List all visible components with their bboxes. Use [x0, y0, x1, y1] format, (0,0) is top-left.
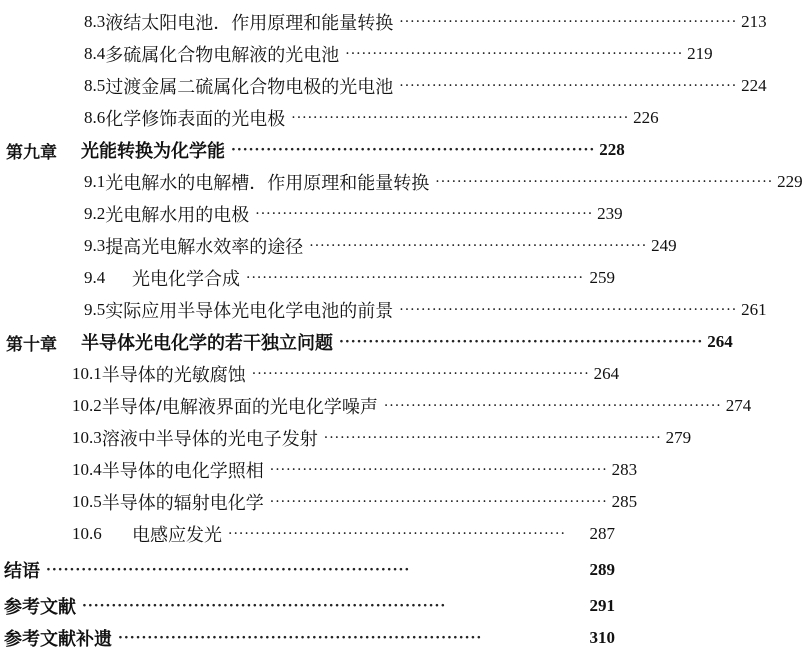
page-number: 310: [589, 628, 615, 647]
section-number: 10.6: [72, 524, 102, 543]
dot-leader: ······························································: [339, 334, 704, 350]
section-number: 10.4: [72, 460, 102, 479]
toc-entry: [0, 230, 677, 262]
toc-entry: [0, 390, 752, 422]
page-number: 228: [599, 140, 625, 159]
dot-leader: ······························································: [228, 526, 566, 542]
page-number: 226: [633, 108, 659, 127]
toc-entry: [0, 294, 767, 326]
page-number: 224: [741, 76, 767, 95]
toc-entry: [0, 518, 629, 550]
toc-entry: [0, 454, 638, 486]
dot-leader: ······························································: [231, 142, 596, 158]
page-number: 213: [741, 12, 767, 31]
section-title: 光电化学合成: [132, 269, 240, 290]
dot-leader: ······························································: [269, 494, 608, 510]
section-title: 液结太阳电池．作用原理和能量转换: [105, 13, 394, 34]
dot-leader: ······························································: [399, 78, 738, 94]
section-title: 半导体的电化学照相: [101, 461, 264, 482]
section-title: 半导体的辐射电化学: [101, 493, 264, 514]
toc-entry: [0, 6, 767, 38]
dot-leader: ······························································: [345, 46, 684, 62]
section-number: 10.1: [72, 364, 102, 383]
section-number: 9.5: [84, 300, 106, 319]
toc-chapter: [0, 326, 733, 358]
section-title: 多硫属化合物电解液的光电池: [105, 45, 340, 66]
toc-entry: [0, 70, 767, 102]
page-number: 264: [707, 332, 733, 351]
page-number: 283: [611, 460, 638, 479]
toc-entry: [0, 198, 629, 230]
toc-entry: [0, 166, 803, 198]
page-number: 239: [597, 204, 623, 223]
page-number: 291: [589, 596, 615, 615]
section-title: 实际应用半导体光电化学电池的前景: [105, 301, 394, 322]
page-number: 219: [687, 44, 713, 63]
section-number: 9.1: [84, 172, 106, 191]
dot-leader: ······························································: [82, 598, 447, 614]
section-title: 电感应发光: [132, 525, 222, 546]
chapter-title: 半导体光电化学的若干独立问题: [81, 333, 333, 354]
dot-leader: ······························································: [399, 302, 738, 318]
section-title: 提高光电解水效率的途径: [105, 237, 304, 258]
dot-leader: ······························································: [46, 562, 411, 578]
page-number: 274: [725, 396, 752, 415]
section-number: 9.3: [84, 236, 106, 255]
entry-title: 参考文献补遗: [4, 629, 112, 650]
toc-entry: [0, 262, 629, 294]
section-number: 9.2: [84, 204, 106, 223]
section-number: 8.4: [84, 44, 106, 63]
dot-leader: ······························································: [118, 630, 483, 646]
page-number: 264: [593, 364, 620, 383]
chapter-number: 第九章: [6, 142, 57, 162]
toc-top-entry: [0, 590, 629, 622]
dot-leader: ······························································: [255, 206, 594, 222]
dot-leader: ······························································: [323, 430, 662, 446]
toc-entry: [0, 422, 692, 454]
chapter-number: 第十章: [6, 334, 57, 354]
section-number: 9.4: [84, 268, 106, 287]
page-number: 279: [665, 428, 692, 447]
page-number: 259: [589, 268, 615, 287]
dot-leader: ······························································: [309, 238, 648, 254]
section-number: 10.3: [72, 428, 102, 447]
dot-leader: ······························································: [246, 270, 584, 286]
section-title: 过渡金属二硫属化合物电极的光电池: [105, 77, 394, 98]
section-number: 8.5: [84, 76, 106, 95]
section-title: 光电解水用的电极: [105, 205, 250, 226]
section-number: 10.5: [72, 492, 102, 511]
chapter-title: 光能转换为化学能: [81, 141, 225, 162]
toc-chapter: [0, 134, 629, 166]
dot-leader: ······························································: [251, 366, 590, 382]
toc-entry: [0, 486, 638, 518]
toc-entry: [0, 358, 629, 390]
toc-top-entry: [0, 554, 629, 586]
section-number: 8.3: [84, 12, 106, 31]
section-number: 8.6: [84, 108, 106, 127]
section-title: 光电解水的电解槽．作用原理和能量转换: [105, 173, 430, 194]
page-number: 229: [777, 172, 803, 191]
section-title: 半导体的光敏腐蚀: [101, 365, 246, 386]
dot-leader: ······························································: [435, 174, 774, 190]
section-title: 溶液中半导体的光电子发射: [101, 429, 318, 450]
toc-entry: [0, 38, 713, 70]
page-number: 289: [589, 560, 615, 579]
dot-leader: ······························································: [291, 110, 630, 126]
page-number: 285: [611, 492, 638, 511]
dot-leader: ······························································: [269, 462, 608, 478]
dot-leader: ······························································: [383, 398, 722, 414]
page-number: 261: [741, 300, 767, 319]
page-number: 287: [589, 524, 615, 543]
toc-top-entry: [0, 622, 629, 654]
dot-leader: ······························································: [399, 14, 738, 30]
toc-entry: [0, 102, 659, 134]
section-number: 10.2: [72, 396, 102, 415]
entry-title: 参考文献: [4, 597, 76, 618]
page-number: 249: [651, 236, 677, 255]
section-title: 化学修饰表面的光电极: [105, 109, 286, 130]
section-title: 半导体/电解液界面的光电化学噪声: [101, 397, 378, 418]
entry-title: 结语: [4, 561, 40, 582]
